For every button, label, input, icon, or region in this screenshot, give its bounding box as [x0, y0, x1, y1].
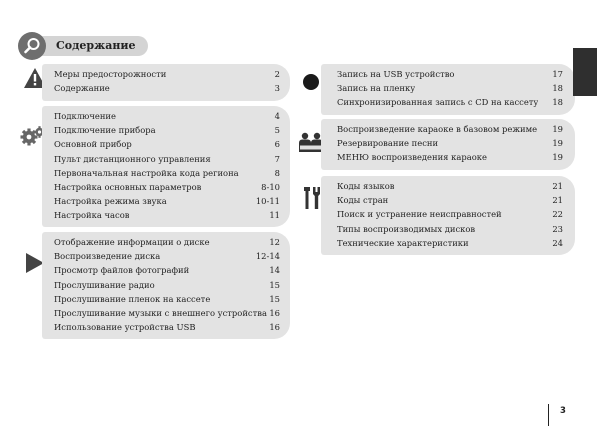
- toc-entry[interactable]: [54, 194, 280, 208]
- toc-entry-label: Меры предосторожности: [54, 69, 167, 79]
- toc-entry[interactable]: [54, 235, 280, 249]
- toc-entry-page: 14: [269, 265, 280, 276]
- toc-entry-label: Содержание: [54, 83, 110, 94]
- toc-entry[interactable]: [337, 150, 563, 164]
- toc-entry[interactable]: [337, 236, 563, 250]
- toc-entry-label: Запись на пленку: [337, 83, 416, 94]
- toc-entry-label: Прослушивание пленок на кассете: [54, 293, 211, 304]
- toc-entry-label: Настройка режима звука: [54, 196, 167, 207]
- toc-entry[interactable]: [337, 67, 563, 81]
- toc-entry-page: 15: [269, 279, 280, 290]
- toc-entry[interactable]: [54, 278, 280, 292]
- section-rows: [42, 109, 290, 223]
- toc-entry-label: Запись на USB устройство: [337, 69, 455, 79]
- toc-entry-label: Резервирование песни: [337, 138, 439, 149]
- toc-entry-page: 2: [274, 69, 280, 79]
- toc-entry-page: 19: [552, 124, 563, 134]
- toc-entry-page: 21: [552, 181, 563, 191]
- toc-entry-label: Воспроизведение караоке в базовом режиме: [337, 124, 538, 134]
- toc-entry-page: 3: [274, 83, 280, 94]
- section-rows: [42, 235, 290, 334]
- page-number: 3: [560, 406, 566, 416]
- page-number-divider: [548, 404, 549, 426]
- toc-entry-label: МЕНЮ воспроизведения караоке: [337, 152, 487, 163]
- toc-entry-label: Использование устройства USB: [54, 322, 196, 333]
- toc-entry-page: 10-11: [255, 196, 280, 207]
- toc-entry[interactable]: [54, 320, 280, 334]
- toc-entry-page: 19: [552, 152, 563, 163]
- toc-entry-page: 8-10: [261, 181, 280, 192]
- toc-entry-label: Коды языков: [337, 181, 395, 191]
- toc-entry[interactable]: [54, 263, 280, 277]
- toc-entry-page: 21: [552, 195, 563, 206]
- magnifier-icon: [18, 32, 46, 60]
- toc-entry-page: 24: [552, 237, 563, 248]
- toc-entry[interactable]: [54, 109, 280, 123]
- toc-entry[interactable]: [337, 122, 563, 136]
- section-safety: [42, 64, 290, 101]
- toc-entry-label: Коды стран: [337, 195, 389, 206]
- toc-entry-label: Настройка часов: [54, 210, 130, 221]
- section-rows: [321, 122, 575, 165]
- toc-entry[interactable]: [54, 67, 280, 81]
- toc-entry-page: 4: [274, 111, 280, 121]
- toc-entry-label: Подключение: [54, 111, 116, 121]
- section-playback: [42, 232, 290, 339]
- toc-entry[interactable]: [54, 249, 280, 263]
- tools-icon: [301, 186, 323, 210]
- toc-entry[interactable]: [54, 306, 280, 320]
- toc-entry-page: 22: [552, 209, 563, 220]
- toc-entry-label: Просмотр файлов фотографий: [54, 265, 190, 276]
- toc-entry-page: 16: [269, 322, 280, 333]
- section-recording: [321, 64, 575, 115]
- toc-entry-label: Прослушивание музыки с внешнего устройства: [54, 307, 267, 318]
- toc-entry[interactable]: [54, 123, 280, 137]
- toc-entry[interactable]: [337, 81, 563, 95]
- toc-entry-page: 6: [274, 139, 280, 150]
- toc-entry-page: 11: [269, 210, 280, 221]
- section-connection: [42, 106, 290, 227]
- toc-entry-page: 19: [552, 138, 563, 149]
- toc-entry-page: 12: [269, 237, 280, 247]
- chapter-side-tab: [573, 48, 597, 96]
- toc-entry[interactable]: [337, 179, 563, 193]
- toc-entry-label: Поиск и устранение неисправностей: [337, 209, 502, 220]
- toc-entry[interactable]: [54, 292, 280, 306]
- toc-entry[interactable]: [337, 207, 563, 221]
- toc-entry-label: Прослушивание радио: [54, 279, 155, 290]
- toc-entry-page: 18: [552, 83, 563, 94]
- toc-entry-label: Подключение прибора: [54, 125, 156, 136]
- toc-entry-page: 18: [552, 97, 563, 108]
- toc-entry[interactable]: [54, 166, 280, 180]
- toc-entry-label: Первоначальная настройка кода региона: [54, 167, 239, 178]
- toc-entry-label: Типы воспроизводимых дисков: [337, 223, 476, 234]
- toc-entry[interactable]: [54, 81, 280, 95]
- toc-entry[interactable]: [54, 137, 280, 151]
- toc-entry-page: 23: [552, 223, 563, 234]
- toc-entry-label: Технические характеристики: [337, 237, 469, 248]
- section-rows: [42, 67, 290, 95]
- section-rows: [321, 179, 575, 250]
- toc-entry-page: 8: [274, 167, 280, 178]
- toc-entry[interactable]: [54, 208, 280, 222]
- toc-entry-label: Основной прибор: [54, 139, 132, 150]
- page-title: Содержание: [56, 39, 136, 52]
- toc-entry-page: 5: [274, 125, 280, 136]
- toc-entry[interactable]: [337, 222, 563, 236]
- toc-entry-page: 15: [269, 293, 280, 304]
- toc-entry[interactable]: [337, 193, 563, 207]
- toc-entry-page: 16: [269, 307, 280, 318]
- toc-entry[interactable]: [54, 180, 280, 194]
- section-karaoke: [321, 119, 575, 170]
- record-icon: [303, 74, 319, 90]
- toc-entry-page: 12-14: [255, 251, 280, 262]
- toc-entry-label: Отображение информации о диске: [54, 237, 210, 247]
- toc-entry-label: Синхронизированная запись с CD на кассету: [337, 97, 539, 108]
- toc-entry-label: Настройка основных параметров: [54, 181, 202, 192]
- toc-entry-label: Пульт дистанционного управления: [54, 153, 211, 164]
- section-reference: [321, 176, 575, 255]
- toc-entry[interactable]: [337, 136, 563, 150]
- toc-entry-page: 17: [552, 69, 563, 79]
- toc-entry-page: 7: [274, 153, 280, 164]
- toc-entry[interactable]: [337, 95, 563, 109]
- toc-entry[interactable]: [54, 152, 280, 166]
- section-rows: [321, 67, 575, 110]
- toc-entry-label: Воспроизведение диска: [54, 251, 161, 262]
